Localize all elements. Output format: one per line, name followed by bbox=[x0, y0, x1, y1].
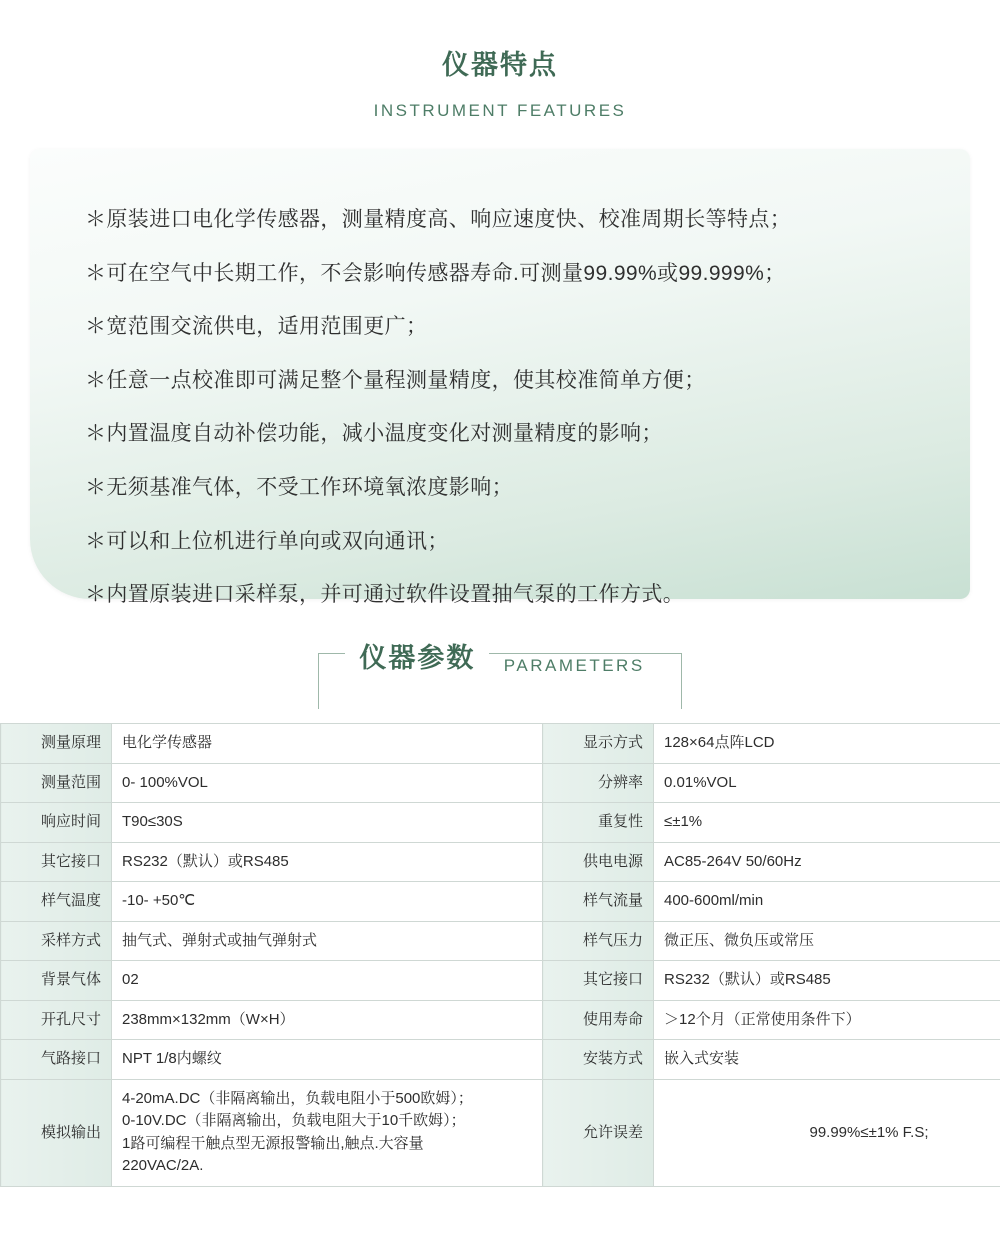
table-row bbox=[1, 1040, 1000, 1080]
param-label: 显示方式 bbox=[543, 724, 654, 764]
table-row bbox=[1, 842, 1000, 882]
table-row bbox=[1, 724, 1000, 764]
instrument-features-section bbox=[0, 0, 1000, 607]
param-value: 0- 100%VOL bbox=[112, 763, 543, 803]
feature-item: ＊可以和上位机进行单向或双向通讯； bbox=[85, 529, 449, 553]
param-value: RS232（默认）或RS485 bbox=[112, 842, 543, 882]
param-value: 99.99%≤±1% F.S; bbox=[654, 1079, 1000, 1186]
param-value: NPT 1/8内螺纹 bbox=[112, 1040, 543, 1080]
param-value: AC85-264V 50/60Hz bbox=[654, 842, 1000, 882]
feature-item: ＊宽范围交流供电，适用范围更广； bbox=[85, 315, 428, 339]
param-value: RS232（默认）或RS485 bbox=[654, 961, 1000, 1001]
param-label: 背景气体 bbox=[1, 961, 112, 1001]
param-label: 开孔尺寸 bbox=[1, 1000, 112, 1040]
param-value: 微正压、微负压或常压 bbox=[654, 921, 1000, 961]
feature-item: ＊无须基准气体，不受工作环境氧浓度影响； bbox=[85, 475, 513, 499]
param-label: 样气流量 bbox=[543, 882, 654, 922]
features-title-cn: 仪器特点 bbox=[442, 50, 558, 81]
param-value: ≤±1% bbox=[654, 803, 1000, 843]
param-label: 样气温度 bbox=[1, 882, 112, 922]
param-value-analog-output bbox=[112, 1079, 543, 1186]
param-label: 气路接口 bbox=[1, 1040, 112, 1080]
param-value: T90≤30S bbox=[112, 803, 543, 843]
param-label: 响应时间 bbox=[1, 803, 112, 843]
param-label: 采样方式 bbox=[1, 921, 112, 961]
param-label: 其它接口 bbox=[543, 961, 654, 1001]
table-row bbox=[1, 921, 1000, 961]
table-row bbox=[1, 961, 1000, 1001]
feature-item: ＊内置温度自动补偿功能，减小温度变化对测量精度的影响； bbox=[85, 422, 663, 446]
param-value: 128×64点阵LCD bbox=[654, 724, 1000, 764]
analog-output-line: 0-10V.DC（非隔离输出，负载电阻大于10千欧姆）； bbox=[122, 1112, 466, 1130]
param-label: 样气压力 bbox=[543, 921, 654, 961]
feature-item: ＊原装进口电化学传感器，测量精度高、响应速度快、校准周期长等特点； bbox=[85, 208, 792, 232]
table-row-analog-output bbox=[1, 1079, 1000, 1186]
analog-output-line: 4-20mA.DC（非隔离输出，负载电阻小于500欧姆）； bbox=[122, 1089, 473, 1107]
parameters-section bbox=[0, 645, 1000, 1187]
table-row bbox=[1, 803, 1000, 843]
param-value: ＞12个月（正常使用条件下） bbox=[654, 1000, 1000, 1040]
table-row bbox=[1, 882, 1000, 922]
feature-item: ＊内置原装进口采样泵，并可通过软件设置抽气泵的工作方式。 bbox=[85, 583, 685, 607]
feature-item: ＊任意一点校准即可满足整个量程测量精度，使其校准简单方便； bbox=[85, 368, 706, 392]
param-value: 238mm×132mm（W×H） bbox=[112, 1000, 543, 1040]
param-value: 400-600ml/min bbox=[654, 882, 1000, 922]
param-label: 使用寿命 bbox=[543, 1000, 654, 1040]
param-label: 测量范围 bbox=[1, 763, 112, 803]
feature-item: ＊可在空气中长期工作，不会影响传感器寿命.可测量99.99%或99.999%； bbox=[85, 261, 786, 285]
features-card bbox=[30, 149, 970, 607]
parameters-title-cn: 仪器参数 bbox=[345, 641, 489, 676]
features-title-en: INSTRUMENT FEATURES bbox=[373, 101, 627, 121]
param-value: 抽气式、弹射式或抽气弹射式 bbox=[112, 921, 543, 961]
table-row bbox=[1, 763, 1000, 803]
parameters-heading bbox=[0, 645, 1000, 723]
param-label: 供电电源 bbox=[543, 842, 654, 882]
param-label: 重复性 bbox=[543, 803, 654, 843]
param-value: 电化学传感器 bbox=[112, 724, 543, 764]
param-label: 安装方式 bbox=[543, 1040, 654, 1080]
param-value: 嵌入式安装 bbox=[654, 1040, 1000, 1080]
param-value: 0.01%VOL bbox=[654, 763, 1000, 803]
param-label: 模拟输出 bbox=[1, 1079, 112, 1186]
analog-output-line: 1路可编程干触点型无源报警输出,触点.大容量 bbox=[122, 1134, 424, 1152]
parameters-title-en: PARAMETERS bbox=[494, 656, 655, 676]
param-value: -10- +50℃ bbox=[112, 882, 543, 922]
param-label: 分辨率 bbox=[543, 763, 654, 803]
param-label: 允许误差 bbox=[543, 1079, 654, 1186]
param-value: 02 bbox=[112, 961, 543, 1001]
param-label: 其它接口 bbox=[1, 842, 112, 882]
analog-output-line: 220VAC/2A. bbox=[122, 1157, 204, 1175]
parameters-table bbox=[0, 723, 1000, 1187]
param-label: 测量原理 bbox=[1, 724, 112, 764]
table-row bbox=[1, 1000, 1000, 1040]
